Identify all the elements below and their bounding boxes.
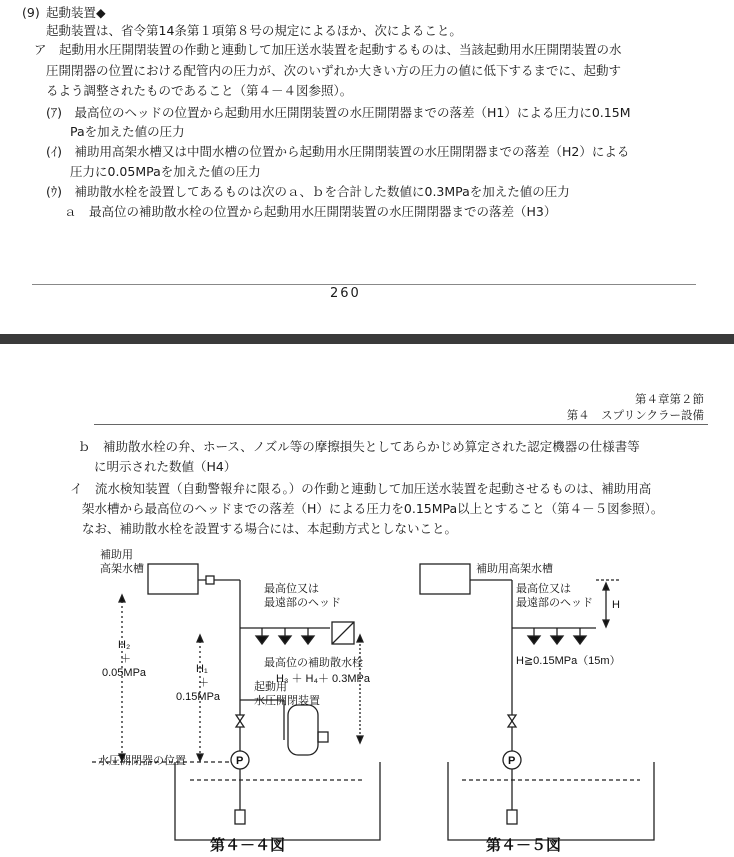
fig4-hose-formula: H₃ ＋ H₄＋ 0.3MPa xyxy=(276,673,370,685)
fig4-switch-line-1: 起動用 xyxy=(254,681,287,693)
sub-item-1-line-2: Paを加えた値の圧力 xyxy=(70,124,185,139)
fig4-h2-value: 0.05MPa xyxy=(102,667,147,679)
pressure-switch-tank xyxy=(288,705,318,755)
fig4-tank-label-2: 高架水槽 xyxy=(100,563,144,575)
sub-item-2-line-2: 圧力に0.05MPaを加えた値の圧力 xyxy=(70,164,261,179)
fig5-head-label-2: 最遠部のヘッド xyxy=(516,597,593,609)
fig5-caption: 第４－５図 xyxy=(486,837,562,854)
sub-item-b-line-2: に明示された数値（H4） xyxy=(94,459,237,474)
fig4-pump-label: P xyxy=(236,755,244,767)
fig4-switch-line-2: 水圧開閉装置 xyxy=(254,695,320,707)
fig5-formula: H≧0.15MPa（15m） xyxy=(516,655,621,667)
page-break-band xyxy=(0,334,734,344)
fig4-h2-label: H₂ xyxy=(118,639,131,651)
fig5-h-label: H xyxy=(612,599,620,611)
page-divider-line xyxy=(32,284,696,285)
fig4-hose-label: 最高位の補助散水栓 xyxy=(264,657,363,669)
fig4-head-label-1: 最高位又は xyxy=(264,583,319,595)
fig4-caption: 第４－４図 xyxy=(210,837,286,854)
sub-item-1-line-1: (ｱ) 最高位のヘッドの位置から起動用水圧開閉装置の水圧開閉器までの落差（H1）による圧力に0.15M xyxy=(46,105,631,120)
sub-item-a: ａ 最高位の補助散水栓の位置から起動用水圧開閉装置の水圧開閉器までの落差（H3） xyxy=(64,204,557,219)
sprinkler-diagrams xyxy=(0,540,734,857)
fig5-tank-label: 補助用高架水槽 xyxy=(476,563,553,575)
fig4-h1-plus: ＋ xyxy=(198,677,209,689)
item-i-line-3: なお、補助散水栓を設置する場合には、本起動方式としないこと。 xyxy=(82,521,458,536)
section-title: 起動装置◆ xyxy=(46,5,106,20)
fig4-h2-plus: ＋ xyxy=(120,653,131,665)
valve-icon xyxy=(206,576,214,584)
fig4-head-label-2: 最遠部のヘッド xyxy=(264,597,341,609)
fig4-h1-label: H₁ xyxy=(196,663,208,675)
fig5-pump-label: P xyxy=(508,755,516,767)
header-chapter: 第４章第２節 xyxy=(635,392,704,406)
page-number: 260 xyxy=(330,286,361,301)
header-section: 第４ スプリンクラー設備 xyxy=(566,408,704,422)
intro-text: 起動装置は、省令第14条第１項第８号の規定によるほか、次によること。 xyxy=(46,23,462,38)
section-number: (9) xyxy=(22,5,40,20)
foot-valve-icon xyxy=(507,810,517,824)
foot-valve-icon xyxy=(235,810,245,824)
fig4-switch-position-label: 水圧開閉器の位置 xyxy=(98,755,186,767)
item-i-line-1: イ 流水検知装置（自動警報弁に限る。）の作動と連動して加圧送水装置を起動させるものは、補助用高 xyxy=(70,481,652,496)
fig4-tank-label-1: 補助用 xyxy=(100,549,133,561)
sub-item-b-line-1: ｂ 補助散水栓の弁、ホース、ノズル等の摩擦損失としてあらかじめ算定された認定機器の仕様書等 xyxy=(78,439,640,454)
fig5-head-label-1: 最高位又は xyxy=(516,583,571,595)
item-a-line-3: るよう調整されたものであること（第４－４図参照）。 xyxy=(46,83,353,98)
sprinkler-head-icon xyxy=(528,628,586,644)
sub-item-3: (ｳ) 補助散水栓を設置してあるものは次のａ、ｂを合計した数値に0.3MPaを加えた値の圧力 xyxy=(46,184,570,199)
sub-item-2-line-1: (ｲ) 補助用高架水槽又は中間水槽の位置から起動用水圧開閉装置の水圧開閉器までの落差（H2）による xyxy=(46,144,630,159)
elevated-tank xyxy=(420,564,470,594)
elevated-tank xyxy=(148,564,198,594)
fig4-h1-value: 0.15MPa xyxy=(176,691,221,703)
sprinkler-head-icon xyxy=(256,628,314,644)
item-a-line-2: 圧開閉器の位置における配管内の圧力が、次のいずれか大きい方の圧力の値に低下するまでに、起動す xyxy=(46,63,622,78)
item-a-line-1: ア 起動用水圧開閉装置の作動と連動して加圧送水装置を起動するものは、当該起動用水圧開閉装置の水 xyxy=(34,42,622,57)
item-i-line-2: 架水槽から最高位のヘッドまでの落差（H）による圧力を0.15MPa以上とすること（第４－５図参照）。 xyxy=(82,501,664,516)
header-rule xyxy=(94,424,708,425)
